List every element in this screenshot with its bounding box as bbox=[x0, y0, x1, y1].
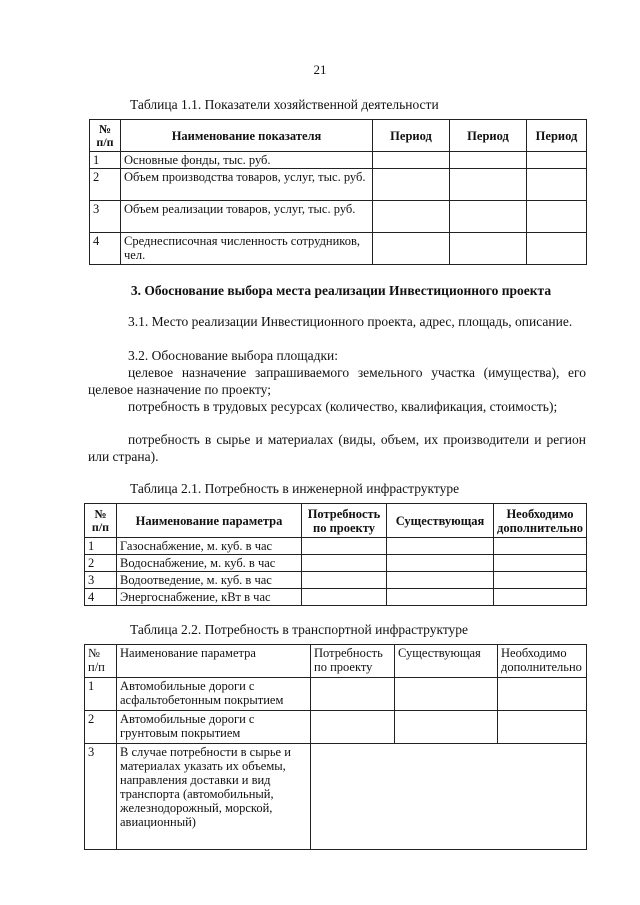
section3-p3: целевое назначение запрашиваемого земельного участка (имущества), его целевое назначение по проекту; bbox=[88, 365, 586, 397]
section3-heading: 3. Обоснование выбора места реализации Инвестиционного проекта bbox=[130, 283, 552, 298]
table-row bbox=[85, 555, 587, 572]
table2-header-additional: Необходимо дополнительно bbox=[494, 504, 587, 538]
table1-cell[interactable] bbox=[527, 233, 587, 265]
table-row bbox=[90, 201, 587, 233]
table3-cell[interactable] bbox=[395, 711, 498, 744]
table2-row4-name: Энергоснабжение, кВт в час bbox=[117, 589, 302, 606]
table-row bbox=[85, 572, 587, 589]
table2-cell[interactable] bbox=[494, 538, 587, 555]
table1-cell[interactable] bbox=[450, 233, 527, 265]
table-row bbox=[85, 744, 587, 850]
table3-cell[interactable] bbox=[498, 678, 587, 711]
table2-header-need: Потребность по проекту bbox=[302, 504, 387, 538]
table3-row3-name: В случае потребности в сырье и материалах указать их объемы, направления доставки и вид транспорта (автомобильный, железнодорожный, морской, авиационный) bbox=[117, 744, 311, 850]
table2-cell[interactable] bbox=[387, 589, 494, 606]
table3-cell[interactable] bbox=[395, 678, 498, 711]
table1-cell[interactable] bbox=[450, 152, 527, 169]
table-row bbox=[85, 538, 587, 555]
section3-p4: потребность в трудовых ресурсах (количество, квалификация, стоимость); bbox=[128, 399, 558, 414]
table1-cell[interactable] bbox=[373, 233, 450, 265]
table1-header-period-2: Период bbox=[450, 120, 527, 152]
table1 bbox=[89, 119, 587, 265]
table2-cell[interactable] bbox=[387, 538, 494, 555]
table1-cell[interactable] bbox=[527, 169, 587, 201]
table1-cell[interactable] bbox=[527, 201, 587, 233]
table3-cell[interactable] bbox=[498, 711, 587, 744]
table1-row4-num: 4 bbox=[90, 233, 121, 265]
table2-cell[interactable] bbox=[387, 555, 494, 572]
table1-cell[interactable] bbox=[373, 201, 450, 233]
table-row bbox=[90, 169, 587, 201]
table2-header-existing: Существующая bbox=[387, 504, 494, 538]
table1-row2-name: Объем производства товаров, услуг, тыс. руб. bbox=[121, 169, 373, 201]
table1-cell[interactable] bbox=[450, 201, 527, 233]
table1-cell[interactable] bbox=[373, 152, 450, 169]
table2-cell[interactable] bbox=[302, 589, 387, 606]
table3-header-row bbox=[85, 645, 587, 678]
table-row bbox=[85, 711, 587, 744]
table3-row3-num: 3 bbox=[85, 744, 117, 850]
table-row bbox=[90, 152, 587, 169]
table2-header-num: № п/п bbox=[85, 504, 117, 538]
table1-header-num: № п/п bbox=[90, 120, 121, 152]
table3-caption: Таблица 2.2. Потребность в транспортной инфраструктуре bbox=[130, 622, 469, 637]
table3-row1-num: 1 bbox=[85, 678, 117, 711]
table2-row1-num: 1 bbox=[85, 538, 117, 555]
table3-header-num: № п/п bbox=[85, 645, 117, 678]
table1-row2-num: 2 bbox=[90, 169, 121, 201]
table3-header-additional: Необходимо дополнительно bbox=[498, 645, 587, 678]
table1-header-row bbox=[90, 120, 587, 152]
table1-cell[interactable] bbox=[450, 169, 527, 201]
table2 bbox=[84, 503, 587, 606]
table3-row2-num: 2 bbox=[85, 711, 117, 744]
section3-p2: 3.2. Обоснование выбора площадки: bbox=[128, 348, 338, 363]
table1-caption: Таблица 1.1. Показатели хозяйственной деятельности bbox=[130, 97, 439, 112]
table2-row2-num: 2 bbox=[85, 555, 117, 572]
table3-header-name: Наименование параметра bbox=[117, 645, 311, 678]
table2-cell[interactable] bbox=[302, 538, 387, 555]
table1-header-name: Наименование показателя bbox=[121, 120, 373, 152]
section3-p5: потребность в сырье и материалах (виды, объем, их производители и регион или страна). bbox=[88, 432, 586, 464]
table2-cell[interactable] bbox=[494, 589, 587, 606]
table3-row1-name: Автомобильные дороги с асфальтобетонным покрытием bbox=[117, 678, 311, 711]
table2-header-name: Наименование параметра bbox=[117, 504, 302, 538]
table3-row2-name: Автомобильные дороги с грунтовым покрытием bbox=[117, 711, 311, 744]
table3-cell[interactable] bbox=[311, 678, 395, 711]
table1-cell[interactable] bbox=[373, 169, 450, 201]
table1-row1-num: 1 bbox=[90, 152, 121, 169]
page-number: 21 bbox=[313, 62, 327, 77]
table3 bbox=[84, 644, 587, 850]
table2-cell[interactable] bbox=[387, 572, 494, 589]
table-row bbox=[85, 589, 587, 606]
table1-row3-num: 3 bbox=[90, 201, 121, 233]
table2-cell[interactable] bbox=[494, 555, 587, 572]
table2-row3-name: Водоотведение, м. куб. в час bbox=[117, 572, 302, 589]
table1-header-period-3: Период bbox=[527, 120, 587, 152]
table1-header-period-1: Период bbox=[373, 120, 450, 152]
table1-row1-name: Основные фонды, тыс. руб. bbox=[121, 152, 373, 169]
table2-header-row bbox=[85, 504, 587, 538]
table1-row4-name: Среднесписочная численность сотрудников, чел. bbox=[121, 233, 373, 265]
table2-caption: Таблица 2.1. Потребность в инженерной инфраструктуре bbox=[130, 481, 460, 496]
table3-header-need: Потребность по проекту bbox=[311, 645, 395, 678]
table2-cell[interactable] bbox=[302, 572, 387, 589]
table-row bbox=[85, 678, 587, 711]
table2-cell[interactable] bbox=[302, 555, 387, 572]
table3-cell[interactable] bbox=[311, 711, 395, 744]
table2-cell[interactable] bbox=[494, 572, 587, 589]
table-row bbox=[90, 233, 587, 265]
table2-row3-num: 3 bbox=[85, 572, 117, 589]
table3-merged-cell[interactable] bbox=[311, 744, 587, 850]
table2-row4-num: 4 bbox=[85, 589, 117, 606]
table1-row3-name: Объем реализации товаров, услуг, тыс. руб. bbox=[121, 201, 373, 233]
table1-cell[interactable] bbox=[527, 152, 587, 169]
table3-header-existing: Существующая bbox=[395, 645, 498, 678]
table2-row2-name: Водоснабжение, м. куб. в час bbox=[117, 555, 302, 572]
table2-row1-name: Газоснабжение, м. куб. в час bbox=[117, 538, 302, 555]
section3-p1: 3.1. Место реализации Инвестиционного проекта, адрес, площадь, описание. bbox=[128, 314, 573, 329]
